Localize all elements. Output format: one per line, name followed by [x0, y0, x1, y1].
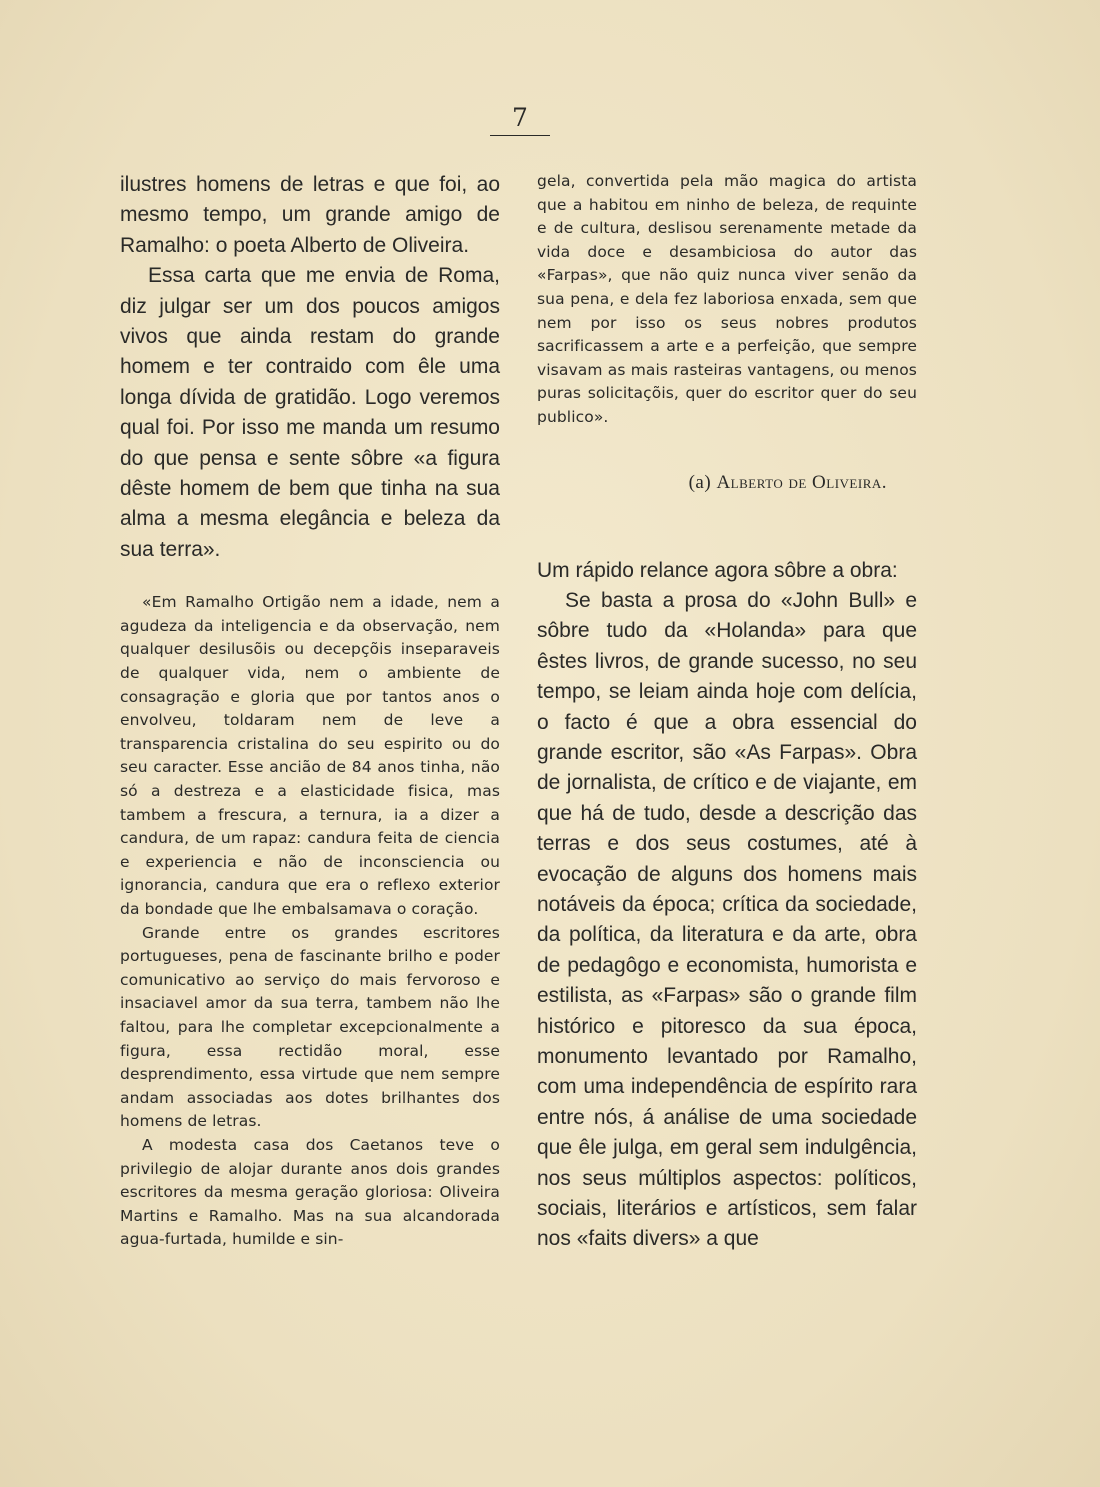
right-column: [537, 170, 917, 1255]
quote-continuation: gela, convertida pela mão magica do artista que a habitou em ninho de beleza, de requinte e de cultura, deslisou serenamente metade da vida doce e desambiciosa do autor das «Farpas», que não quiz nunca viver senão da sua pena, e dela fez laboriosa enxada, sem que nem por isso os seus nobres produtos sacrificassem a arte e a perfeição, que sempre visavam as mais rasteiras vantagens, ou menos puras solicitaçõis, quer do escritor quer do seu publico».: [537, 172, 917, 426]
quote-paragraph-2: Grande entre os grandes escritores portugueses, pena de fascinante brilho e poder comunicativo ao serviço do mais fervoroso e insaciavel amor da sua terra, tambem não lhe faltou, para lhe completar excepcionalmente a figura, essa rectidão moral, esse desprendimento, essa virtude que nem sempre andam associadas aos dotes brilhantes dos homens de letras.: [120, 923, 500, 1131]
left-column: [120, 170, 500, 1252]
paragraph-obra: Um rápido relance agora sôbre a obra:: [537, 558, 898, 582]
paragraph-letter: Essa carta que me envia de Roma, diz julgar ser um dos poucos amigos vivos que ainda restam do grande homem e ter contraido com êle uma longa dívida de gratidão. Logo veremos qual foi. Por isso me manda um resumo do que pensa e sente sôbre «a figura dêste homem de bem que tinha na sua alma a mesma elegância e beleza da sua terra».: [120, 264, 500, 561]
paragraph-intro-end: ilustres homens de letras e que foi, ao mesmo tempo, um grande amigo de Ramalho: o poeta Alberto de Oliveira.: [120, 173, 500, 257]
signature-prefix: (a): [688, 471, 717, 493]
signature: [537, 472, 917, 494]
quote-paragraph-3: A modesta casa dos Caetanos teve o privilegio de alojar durante anos dois grandes escritores da mesma geração gloriosa: Oliveira Martins e Ramalho. Mas na sua alcandorada agua-furtada, humilde e sin-: [120, 1135, 500, 1249]
paragraph-farpas: Se basta a prosa do «John Bull» e sôbre tudo da «Holanda» para que êstes livros, de grande sucesso, no seu tempo, se leiam ainda hoje com delícia, o facto é que a obra essencial do grande escritor, são «As Farpas». Obra de jornalista, de crítico e de viajante, em que há de tudo, desde a descrição das terras e dos seus costumes, até à evocação de alguns dos homens mais notáveis da época; crítica da sociedade, da política, da literatura e da arte, obra de pedagôgo e economista, humorista e estilista, as «Farpas» são o grande film histórico e pitoresco da sua época, monumento levantado por Ramalho, com uma independência de espírito rara entre nós, á análise de uma sociedade que êle julga, em geral sem indulgência, nos seus múltiplos aspectos: políticos, sociais, literários e artísticos, sem falar nos «faits divers» a que: [537, 588, 917, 1251]
signature-name: Alberto de Oliveira.: [716, 471, 887, 493]
quote-paragraph-1: «Em Ramalho Ortigão nem a idade, nem a agudeza da inteligencia e da observação, nem qualquer desilusõis ou decepçõis inseparaveis de qualquer vida, nem o ambiente de consagração e gloria que por tantos anos o envolveu, toldaram nem de leve a transparencia cristalina do seu espirito ou do seu caracter. Esse ancião de 84 anos tinha, não só a destreza e a elasticidade fisica, mas tambem a frescura, a ternura, ia a dizer a candura, de um rapaz: candura feita de ciencia e experiencia e não de inconsciencia ou ignorancia, candura que era o reflexo exterior da bondade que lhe embalsamava o coração.: [120, 593, 500, 918]
page-number: 7: [490, 103, 550, 136]
